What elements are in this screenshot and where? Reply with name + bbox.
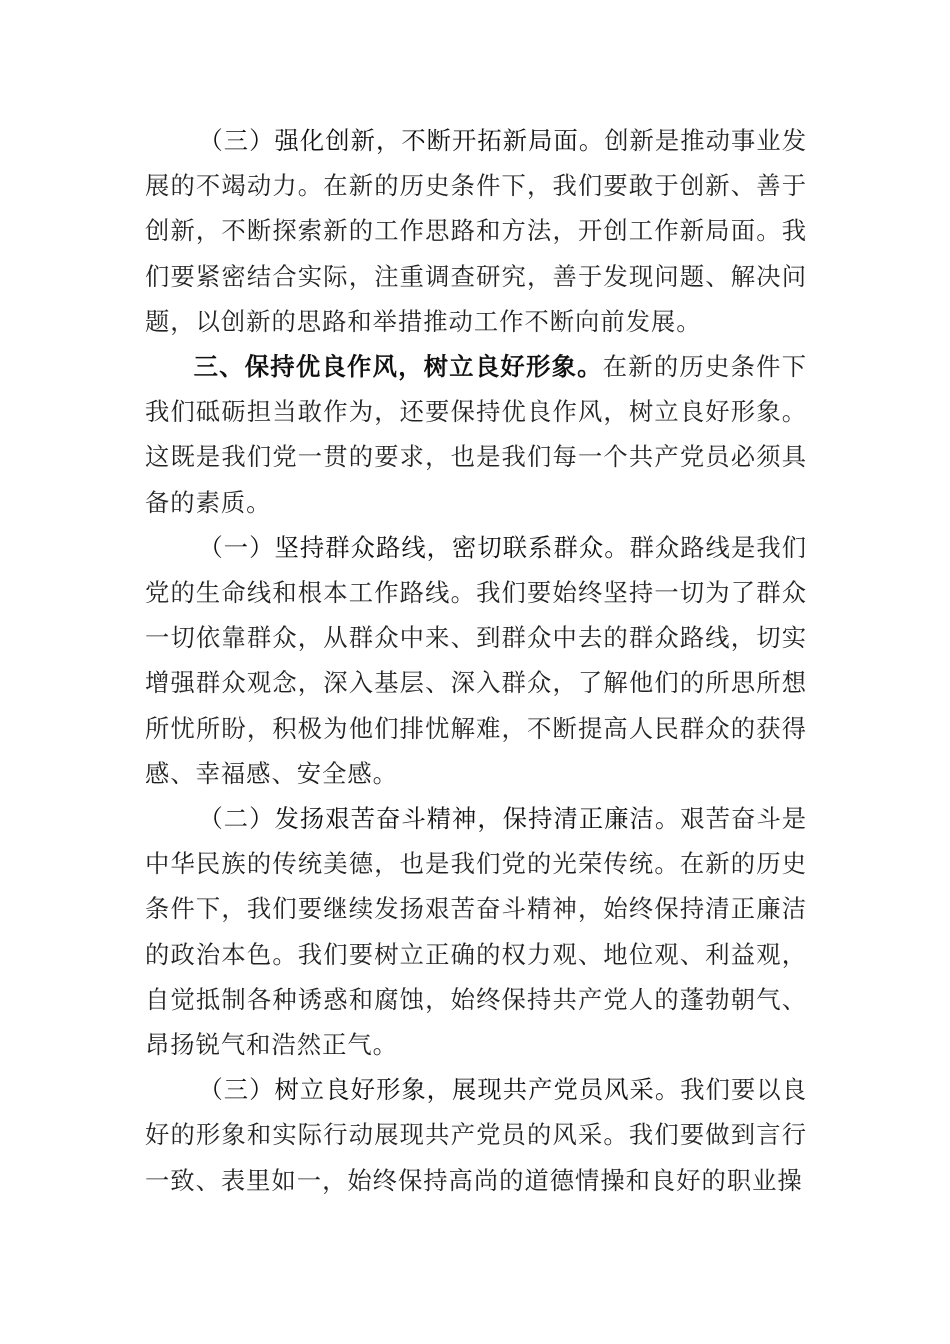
paragraph-body: 群众路线是我们党的生命线和根本工作路线。我们要始终坚持一切为了群众一切依靠群众，从群众中来、到群众中去的群众路线，切实增强群众观念，深入基层、深入群众，了解他们的所思所想所忧所盼，积极为他们排忧解难，不断提高人民群众的获得感、幸福感、安全感。	[145, 532, 808, 788]
paragraph-heading: （三）强化创新，不断开拓新局面。	[198, 126, 605, 155]
paragraph-innovation	[145, 118, 807, 344]
paragraph-heading: （二）发扬艰苦奋斗精神，保持清正廉洁。	[198, 804, 681, 834]
paragraph-body: 创新是推动事业发展的不竭动力。在新的历史条件下，我们要敢于创新、善于创新，不断探索新的工作思路和方法，开创工作新局面。我们要紧密结合实际，注重调查研究，善于发现问题、解决问题，以创新的思路和举措推动工作不断向前发展。	[145, 126, 808, 336]
paragraph-good-image	[145, 1067, 807, 1203]
paragraph-mass-line	[145, 525, 807, 796]
paragraph-heading: （一）坚持群众路线，密切联系群众。	[198, 532, 630, 562]
paragraph-body: 我们要以良好的形象和实际行动展现共产党员的风采。我们要做到言行一致、表里如一，始终保持高尚的道德情操和良好的职业操	[145, 1075, 808, 1195]
section-heading-style	[145, 344, 807, 525]
section-heading: 三、保持优良作风，树立良好形象。	[193, 352, 603, 382]
paragraph-hard-work	[145, 796, 807, 1067]
document-page	[145, 118, 807, 1203]
paragraph-body: 艰苦奋斗是中华民族的传统美德，也是我们党的光荣传统。在新的历史条件下，我们要继续发扬艰苦奋斗精神，始终保持清正廉洁的政治本色。我们要树立正确的权力观、地位观、利益观，自觉抵制各种诱惑和腐蚀，始终保持共产党人的蓬勃朝气、昂扬锐气和浩然正气。	[145, 804, 808, 1060]
paragraph-body: 在新的历史条件下我们砥砺担当敢作为，还要保持优良作风，树立良好形象。这既是我们党一贯的要求，也是我们每一个共产党员必须具备的素质。	[145, 352, 808, 517]
paragraph-heading: （三）树立良好形象，展现共产党员风采。	[198, 1075, 681, 1105]
